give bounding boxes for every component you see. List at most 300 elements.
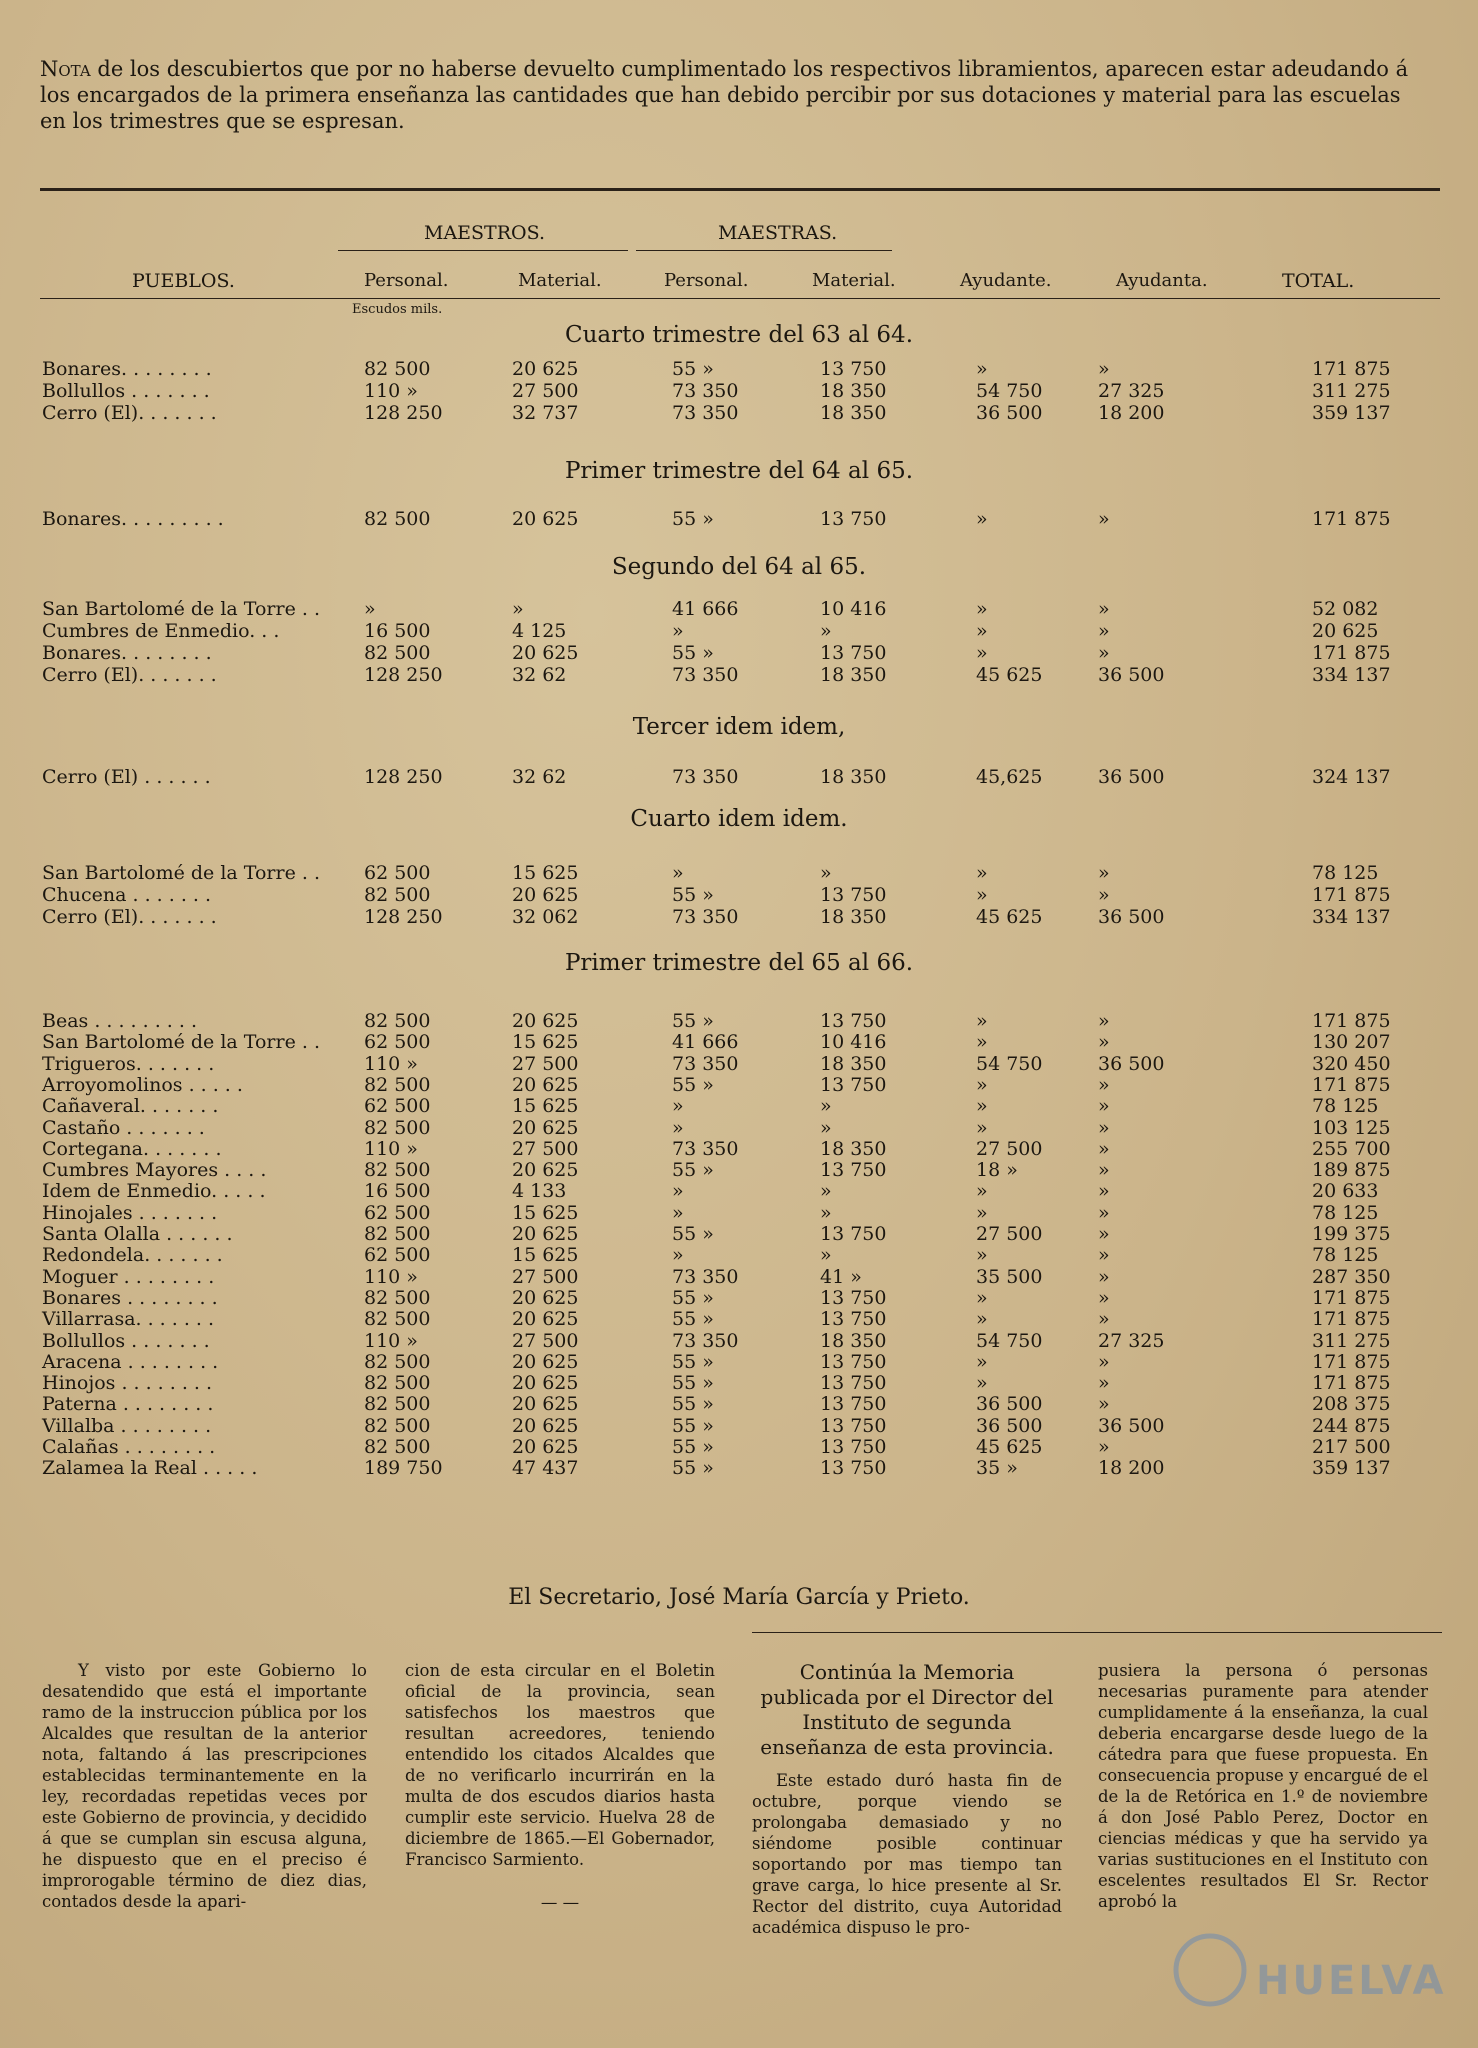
secretario-signature: El Secretario, José María García y Prieto. (508, 1585, 970, 1610)
cell-total: 78 125 (1312, 1244, 1379, 1267)
cell-ayudanta: 36 500 (1098, 906, 1165, 928)
cell-pueblo: Idem de Enmedio. . . . . (42, 1180, 266, 1203)
cell-ayudanta: » (1098, 1223, 1110, 1245)
cell-ayudante: 36 500 (976, 402, 1043, 424)
table-row (0, 642, 1478, 664)
cell-maestros-personal: 82 500 (364, 1223, 431, 1245)
cell-maestros-material: 20 625 (512, 1308, 579, 1331)
cell-maestros-personal: 82 500 (364, 1010, 431, 1032)
cell-maestras-personal: 55 » (672, 1286, 714, 1309)
cell-pueblo: Chucena . . . . . . . (42, 884, 212, 906)
cell-maestros-material: 20 625 (512, 884, 579, 906)
cell-maestros-personal: 82 500 (364, 508, 431, 530)
cell-maestros-material: 32 62 (512, 664, 567, 686)
cell-total: 52 082 (1312, 598, 1379, 620)
cell-pueblo: Aracena . . . . . . . . (42, 1350, 219, 1373)
cell-maestros-material: 4 133 (512, 1180, 567, 1203)
cell-pueblo: Moguer . . . . . . . . (42, 1265, 215, 1288)
cell-maestros-personal: 62 500 (364, 1244, 431, 1267)
header-ayudante: Ayudante. (960, 270, 1052, 291)
table-row (0, 1180, 1478, 1202)
cell-ayudanta: » (1098, 1350, 1110, 1373)
cell-pueblo: Beas . . . . . . . . . (42, 1010, 197, 1032)
cell-maestros-material: 27 500 (512, 1137, 579, 1160)
memoria-column-1 (752, 1660, 1062, 1938)
header-personal: Personal. (364, 270, 449, 291)
cell-maestros-personal: 82 500 (364, 1436, 431, 1458)
cell-ayudante: » (976, 1201, 988, 1224)
cell-maestros-personal: 128 250 (364, 664, 443, 686)
nota-label: Nota (40, 57, 91, 81)
cell-pueblo: Cortegana. . . . . . . (42, 1137, 222, 1160)
cell-total: 171 875 (1312, 508, 1391, 530)
cell-maestros-material: 20 625 (512, 508, 579, 530)
cell-maestras-personal: 55 » (672, 1436, 714, 1458)
cell-ayudante: 54 750 (976, 1329, 1043, 1352)
cell-maestras-personal: 73 350 (672, 1137, 739, 1160)
cell-ayudante: 27 500 (976, 1137, 1043, 1160)
cell-maestros-material: 32 62 (512, 766, 567, 788)
cell-maestros-material: 4 125 (512, 620, 567, 642)
cell-maestros-material: 20 625 (512, 1414, 579, 1437)
cell-ayudanta: » (1098, 1159, 1110, 1182)
cell-total: 103 125 (1312, 1116, 1391, 1139)
table-row (0, 1457, 1478, 1479)
cell-maestras-personal: » (672, 1244, 684, 1267)
cell-ayudante: » (976, 1116, 988, 1139)
cell-total: 78 125 (1312, 1095, 1379, 1118)
cell-pueblo: Cerro (El). . . . . . . (42, 906, 217, 928)
nota-text: de los descubiertos que por no haberse devuelto cumplimentado los respectivos libramientos, aparecen estar adeudando á los encargados de la primera enseñanza las cantidades que han debido percibir por sus dotaciones y material para las escuelas en los trimestres que se espresan. (40, 57, 1409, 133)
cell-ayudanta: 27 325 (1098, 1329, 1165, 1352)
cell-maestras-material: » (820, 1201, 832, 1224)
cell-total: 171 875 (1312, 1073, 1391, 1096)
cell-maestras-personal: » (672, 620, 684, 642)
cell-pueblo: Bonares. . . . . . . . (42, 358, 212, 380)
cell-pueblo: Hinojales . . . . . . . (42, 1201, 218, 1224)
header-material: Material. (518, 270, 602, 291)
cell-ayudante: » (976, 508, 988, 530)
table-row (0, 906, 1478, 928)
cell-total: 20 633 (1312, 1180, 1379, 1203)
cell-pueblo: Cerro (El). . . . . . . (42, 664, 217, 686)
cell-ayudanta: » (1098, 1201, 1110, 1224)
cell-maestras-personal: 55 » (672, 1308, 714, 1331)
cell-ayudante: 36 500 (976, 1414, 1043, 1437)
cell-total: 171 875 (1312, 884, 1391, 906)
cell-maestros-material: 20 625 (512, 1350, 579, 1373)
cell-ayudanta: » (1098, 1265, 1110, 1288)
cell-maestros-material: 27 500 (512, 1329, 579, 1352)
cell-maestros-material: 20 625 (512, 1159, 579, 1182)
cell-ayudanta: » (1098, 620, 1110, 642)
cell-total: 255 700 (1312, 1137, 1391, 1160)
cell-ayudante: » (976, 1308, 988, 1331)
cell-maestros-personal: 16 500 (364, 1180, 431, 1203)
cell-maestras-material: 13 750 (820, 1457, 887, 1480)
cell-maestras-personal: 55 » (672, 1457, 714, 1480)
cell-ayudanta: » (1098, 1180, 1110, 1203)
circular-text-2: cion de esta circular en el Boletin oficial de la provincia, sean satisfechos los maestros que resultan acreedores, teniendo entendido los citados Alcaldes que de no verificarlo incurrirán en la multa de dos escudos diarios hasta cumplir este servicio. Huelva 28 de diciembre de 1865.—El Gobernador, Francisco Sarmiento. (405, 1661, 715, 1869)
cell-total: 78 125 (1312, 862, 1379, 884)
cell-maestros-personal: 62 500 (364, 1095, 431, 1118)
cell-maestras-material: 13 750 (820, 1010, 887, 1032)
header-ayudanta: Ayudanta. (1116, 270, 1208, 291)
table-row (0, 1010, 1478, 1032)
cell-pueblo: Villarrasa. . . . . . . (42, 1308, 215, 1331)
cell-maestras-material: 13 750 (820, 358, 887, 380)
section-title: Segundo del 64 al 65. (611, 554, 867, 580)
cell-ayudante: » (976, 358, 988, 380)
cell-maestros-personal: 82 500 (364, 1116, 431, 1139)
cell-maestras-material: 18 350 (820, 1137, 887, 1160)
table-row (0, 1223, 1478, 1245)
cell-total: 171 875 (1312, 1372, 1391, 1395)
table-row (0, 358, 1478, 380)
cell-maestras-personal: 73 350 (672, 380, 739, 402)
cell-ayudanta: » (1098, 642, 1110, 664)
cell-maestros-material: 32 737 (512, 402, 579, 424)
cell-total: 208 375 (1312, 1393, 1391, 1416)
section-title: Cuarto trimestre del 63 al 64. (564, 322, 914, 348)
cell-maestras-material: 10 416 (820, 598, 887, 620)
cell-ayudante: 35 500 (976, 1265, 1043, 1288)
cell-maestros-personal: 62 500 (364, 1031, 431, 1054)
circular-column-2 (405, 1660, 715, 1913)
cell-ayudanta: 27 325 (1098, 380, 1165, 402)
cell-maestras-personal: 55 » (672, 1010, 714, 1032)
cell-maestras-material: 18 350 (820, 906, 887, 928)
cell-maestros-material: 15 625 (512, 862, 579, 884)
cell-maestras-personal: 41 666 (672, 598, 739, 620)
cell-total: 217 500 (1312, 1436, 1391, 1458)
cell-total: 320 450 (1312, 1052, 1391, 1075)
cell-maestras-material: 18 350 (820, 380, 887, 402)
section-title: Primer trimestre del 64 al 65. (564, 458, 914, 484)
cell-maestros-personal: 82 500 (364, 1286, 431, 1309)
cell-total: 171 875 (1312, 1350, 1391, 1373)
cell-maestras-material: » (820, 1180, 832, 1203)
cell-maestras-material: 13 750 (820, 1286, 887, 1309)
cell-total: 311 275 (1312, 1329, 1391, 1352)
table-row (0, 1308, 1478, 1330)
cell-pueblo: Cañaveral. . . . . . . (42, 1095, 219, 1118)
maestros-underline (338, 250, 628, 251)
table-row (0, 1287, 1478, 1309)
cell-maestros-personal: 82 500 (364, 1308, 431, 1331)
cell-ayudanta: » (1098, 862, 1110, 884)
table-row (0, 1266, 1478, 1288)
cell-maestras-material: 13 750 (820, 1073, 887, 1096)
top-rule (40, 188, 1440, 191)
cell-ayudanta: » (1098, 1137, 1110, 1160)
cell-maestros-personal: 110 » (364, 1265, 418, 1288)
cell-total: 130 207 (1312, 1031, 1391, 1054)
section-title: Tercer idem idem, (632, 714, 846, 740)
memoria-title: Continúa la Memoria publicada por el Director del Instituto de segunda enseñanza de esta provincia. (760, 1660, 1054, 1759)
cell-maestros-material: 20 625 (512, 1436, 579, 1458)
cell-pueblo: Villalba . . . . . . . . (42, 1414, 212, 1437)
cell-maestros-material: 20 625 (512, 1372, 579, 1395)
table-row (0, 1095, 1478, 1117)
header-total: TOTAL. (1282, 270, 1355, 292)
cell-maestras-material: » (820, 1116, 832, 1139)
cell-maestras-personal: 73 350 (672, 766, 739, 788)
cell-ayudanta: 36 500 (1098, 1414, 1165, 1437)
cell-maestros-personal: 110 » (364, 1052, 418, 1075)
cell-maestras-personal: 55 » (672, 1393, 714, 1416)
cell-total: 334 137 (1312, 906, 1391, 928)
cell-maestros-material: 20 625 (512, 1286, 579, 1309)
cell-ayudante: » (976, 1095, 988, 1118)
cell-maestros-personal: 189 750 (364, 1457, 443, 1480)
cell-maestros-material: 20 625 (512, 1010, 579, 1032)
cell-maestras-personal: 73 350 (672, 906, 739, 928)
cell-maestras-material: 18 350 (820, 1329, 887, 1352)
table-row (0, 1117, 1478, 1139)
cell-maestros-material: 20 625 (512, 1223, 579, 1245)
cell-ayudanta: » (1098, 1244, 1110, 1267)
cell-maestras-personal: » (672, 862, 684, 884)
cell-maestras-personal: 55 » (672, 642, 714, 664)
cell-maestras-personal: 73 350 (672, 1329, 739, 1352)
cell-pueblo: Redondela. . . . . . . (42, 1244, 223, 1267)
cell-maestros-personal: 62 500 (364, 1201, 431, 1224)
cell-maestras-material: » (820, 1244, 832, 1267)
cell-pueblo: Bonares. . . . . . . . (42, 642, 212, 664)
header-rule (40, 298, 1440, 299)
cell-maestras-personal: 73 350 (672, 1052, 739, 1075)
table-row (0, 1031, 1478, 1053)
cell-ayudante: 35 » (976, 1457, 1018, 1480)
cell-maestros-personal: 82 500 (364, 1350, 431, 1373)
cell-maestras-material: 13 750 (820, 1414, 887, 1437)
cell-maestras-material: 18 350 (820, 402, 887, 424)
cell-ayudante: » (976, 1244, 988, 1267)
cell-ayudanta: » (1098, 1436, 1110, 1458)
table-row (0, 664, 1478, 686)
cell-pueblo: Hinojos . . . . . . . . (42, 1372, 213, 1395)
table-row (0, 1074, 1478, 1096)
cell-maestras-personal: 55 » (672, 1414, 714, 1437)
secretario-rule (752, 1632, 1442, 1633)
table-row (0, 1138, 1478, 1160)
cell-maestros-material: 20 625 (512, 358, 579, 380)
cell-pueblo: Bollullos . . . . . . . (42, 1329, 210, 1352)
cell-maestros-personal: 16 500 (364, 620, 431, 642)
cell-maestras-material: 18 350 (820, 664, 887, 686)
cell-pueblo: Cerro (El) . . . . . . (42, 766, 211, 788)
cell-total: 171 875 (1312, 1010, 1391, 1032)
cell-maestras-personal: » (672, 1116, 684, 1139)
cell-maestras-material: 13 750 (820, 508, 887, 530)
cell-maestras-material: 13 750 (820, 884, 887, 906)
cell-ayudanta: » (1098, 1393, 1110, 1416)
cell-ayudante: 36 500 (976, 1393, 1043, 1416)
cell-maestros-personal: 110 » (364, 380, 418, 402)
cell-maestros-material: 27 500 (512, 380, 579, 402)
cell-maestras-personal: 55 » (672, 1073, 714, 1096)
memoria-text-1: Este estado duró hasta fin de octubre, porque viendo se prolongaba demasiado y no siéndome posible continuar soportando por mas tiempo tan grave carga, lo hice presente al Sr. Rector del distrito, cuya Autoridad académica dispuso le pro- (752, 1771, 1062, 1937)
cell-ayudanta: 36 500 (1098, 766, 1165, 788)
cell-maestros-personal: 82 500 (364, 358, 431, 380)
cell-total: 189 875 (1312, 1159, 1391, 1182)
cell-total: 244 875 (1312, 1414, 1391, 1437)
cell-pueblo: Calañas . . . . . . . . (42, 1436, 216, 1458)
cell-maestras-material: 13 750 (820, 1308, 887, 1331)
circular-text-1: Y visto por este Gobierno lo desatendido que está el importante ramo de la instruccion pública por los Alcaldes que resultan de la anterior nota, faltando á las prescripciones establecidas terminantemente en la ley, recordadas repetidas veces por este Gobierno de provincia, y decidido á que se cumplan sin escusa alguna, he dispuesto que en el preciso é improrogable término de diez dias, contados desde la apari- (42, 1661, 367, 1911)
cell-ayudanta: » (1098, 1073, 1110, 1096)
cell-maestras-personal: 55 » (672, 508, 714, 530)
cell-ayudante: 18 » (976, 1159, 1018, 1182)
table-row (0, 1436, 1478, 1458)
cell-pueblo: Bollullos . . . . . . . (42, 380, 210, 402)
cell-total: 199 375 (1312, 1223, 1391, 1245)
cell-maestras-personal: » (672, 1095, 684, 1118)
circular-column-1 (42, 1660, 367, 1912)
table-row (0, 862, 1478, 884)
table-row (0, 1244, 1478, 1266)
section-title: Cuarto idem idem. (630, 806, 848, 832)
table-row (0, 1393, 1478, 1415)
cell-maestros-material: 20 625 (512, 1393, 579, 1416)
cell-ayudanta: » (1098, 884, 1110, 906)
header-units: Escudos mils. (352, 302, 443, 317)
table-row (0, 1053, 1478, 1075)
header-material-maestras: Material. (812, 270, 896, 291)
cell-maestras-material: 10 416 (820, 1031, 887, 1054)
cell-maestras-material: » (820, 620, 832, 642)
cell-maestras-personal: 41 666 (672, 1031, 739, 1054)
table-row (0, 766, 1478, 788)
cell-ayudanta: » (1098, 1372, 1110, 1395)
cell-maestros-personal: 110 » (364, 1329, 418, 1352)
cell-maestros-material: 15 625 (512, 1031, 579, 1054)
cell-maestras-material: 13 750 (820, 1393, 887, 1416)
table-row (0, 380, 1478, 402)
cell-maestras-material: 18 350 (820, 1052, 887, 1075)
cell-pueblo: Cerro (El). . . . . . . (42, 402, 217, 424)
cell-maestras-material: 41 » (820, 1265, 862, 1288)
cell-ayudanta: 18 200 (1098, 402, 1165, 424)
cell-total: 324 137 (1312, 766, 1391, 788)
header-personal-maestras: Personal. (664, 270, 749, 291)
maestras-underline (636, 250, 892, 251)
table-row (0, 1415, 1478, 1437)
cell-ayudanta: » (1098, 508, 1110, 530)
cell-maestras-material: 13 750 (820, 1159, 887, 1182)
cell-ayudante: » (976, 642, 988, 664)
cell-ayudante: » (976, 1031, 988, 1054)
cell-maestros-personal: 82 500 (364, 884, 431, 906)
cell-ayudanta: » (1098, 1286, 1110, 1309)
cell-ayudanta: 36 500 (1098, 664, 1165, 686)
cell-pueblo: Paterna . . . . . . . . (42, 1393, 214, 1416)
cell-total: 171 875 (1312, 1308, 1391, 1331)
cell-ayudanta: 36 500 (1098, 1052, 1165, 1075)
cell-ayudanta: » (1098, 1010, 1110, 1032)
cell-ayudante: » (976, 1286, 988, 1309)
cell-maestros-personal: 62 500 (364, 862, 431, 884)
cell-maestros-material: 15 625 (512, 1244, 579, 1267)
cell-pueblo: Arroyomolinos . . . . . (42, 1073, 243, 1096)
archive-stamp (1170, 1910, 1447, 2020)
cell-maestros-material: 15 625 (512, 1201, 579, 1224)
cell-pueblo: Cumbres Mayores . . . . (42, 1159, 267, 1182)
cell-maestras-personal: 55 » (672, 358, 714, 380)
cell-pueblo: Bonares . . . . . . . . (42, 1286, 218, 1309)
cell-maestras-material: » (820, 1095, 832, 1118)
cell-maestros-personal: » (364, 598, 376, 620)
table-row (0, 1351, 1478, 1373)
cell-maestros-personal: 128 250 (364, 766, 443, 788)
cell-maestras-material: 13 750 (820, 1372, 887, 1395)
cell-maestras-personal: 55 » (672, 1223, 714, 1245)
cell-maestras-personal: 55 » (672, 1372, 714, 1395)
cell-maestros-personal: 82 500 (364, 1159, 431, 1182)
cell-maestras-personal: 73 350 (672, 402, 739, 424)
cell-pueblo: Bonares. . . . . . . . . (42, 508, 224, 530)
cell-total: 171 875 (1312, 642, 1391, 664)
table-row (0, 598, 1478, 620)
cell-ayudanta: » (1098, 1095, 1110, 1118)
cell-ayudante: 27 500 (976, 1223, 1043, 1245)
cell-maestros-material: 27 500 (512, 1265, 579, 1288)
cell-ayudante: » (976, 862, 988, 884)
cell-maestros-material: » (512, 598, 524, 620)
cell-maestros-material: 15 625 (512, 1095, 579, 1118)
cell-maestras-personal: » (672, 1201, 684, 1224)
cell-ayudante: » (976, 884, 988, 906)
cell-pueblo: Santa Olalla . . . . . . (42, 1223, 233, 1245)
cell-maestras-personal: 55 » (672, 884, 714, 906)
cell-maestros-personal: 82 500 (364, 1372, 431, 1395)
cell-pueblo: Castaño . . . . . . . (42, 1116, 205, 1139)
cell-maestros-personal: 82 500 (364, 1414, 431, 1437)
cell-maestros-material: 20 625 (512, 1073, 579, 1096)
nota-paragraph (40, 56, 1430, 134)
cell-ayudante: » (976, 1010, 988, 1032)
cell-pueblo: San Bartolomé de la Torre . . (42, 598, 320, 620)
cell-maestras-material: » (820, 862, 832, 884)
cell-pueblo: Zalamea la Real . . . . . (42, 1457, 258, 1480)
memoria-column-2 (1098, 1660, 1428, 1912)
cell-ayudante: » (976, 1180, 988, 1203)
cell-total: 171 875 (1312, 358, 1391, 380)
cell-maestras-material: 13 750 (820, 1223, 887, 1245)
cell-pueblo: Trigueros. . . . . . . (42, 1052, 215, 1075)
cell-total: 311 275 (1312, 380, 1391, 402)
cell-maestras-personal: 73 350 (672, 664, 739, 686)
cell-ayudante: » (976, 1350, 988, 1373)
cell-maestros-material: 47 437 (512, 1457, 579, 1480)
table-row (0, 884, 1478, 906)
header-maestras: MAESTRAS. (718, 222, 838, 244)
cell-ayudante: » (976, 1073, 988, 1096)
cell-total: 334 137 (1312, 664, 1391, 686)
cell-ayudanta: » (1098, 1308, 1110, 1331)
cell-ayudante: 54 750 (976, 1052, 1043, 1075)
svg-text:HUELVA: HUELVA (1256, 1958, 1447, 2004)
cell-ayudante: » (976, 598, 988, 620)
cell-total: 359 137 (1312, 1457, 1391, 1480)
cell-maestras-personal: 55 » (672, 1350, 714, 1373)
cell-ayudante: 45,625 (976, 766, 1043, 788)
stamp-graphic (1170, 1910, 1447, 2020)
table-row (0, 1330, 1478, 1352)
cell-maestras-personal: » (672, 1180, 684, 1203)
cell-maestras-material: 13 750 (820, 1436, 887, 1458)
